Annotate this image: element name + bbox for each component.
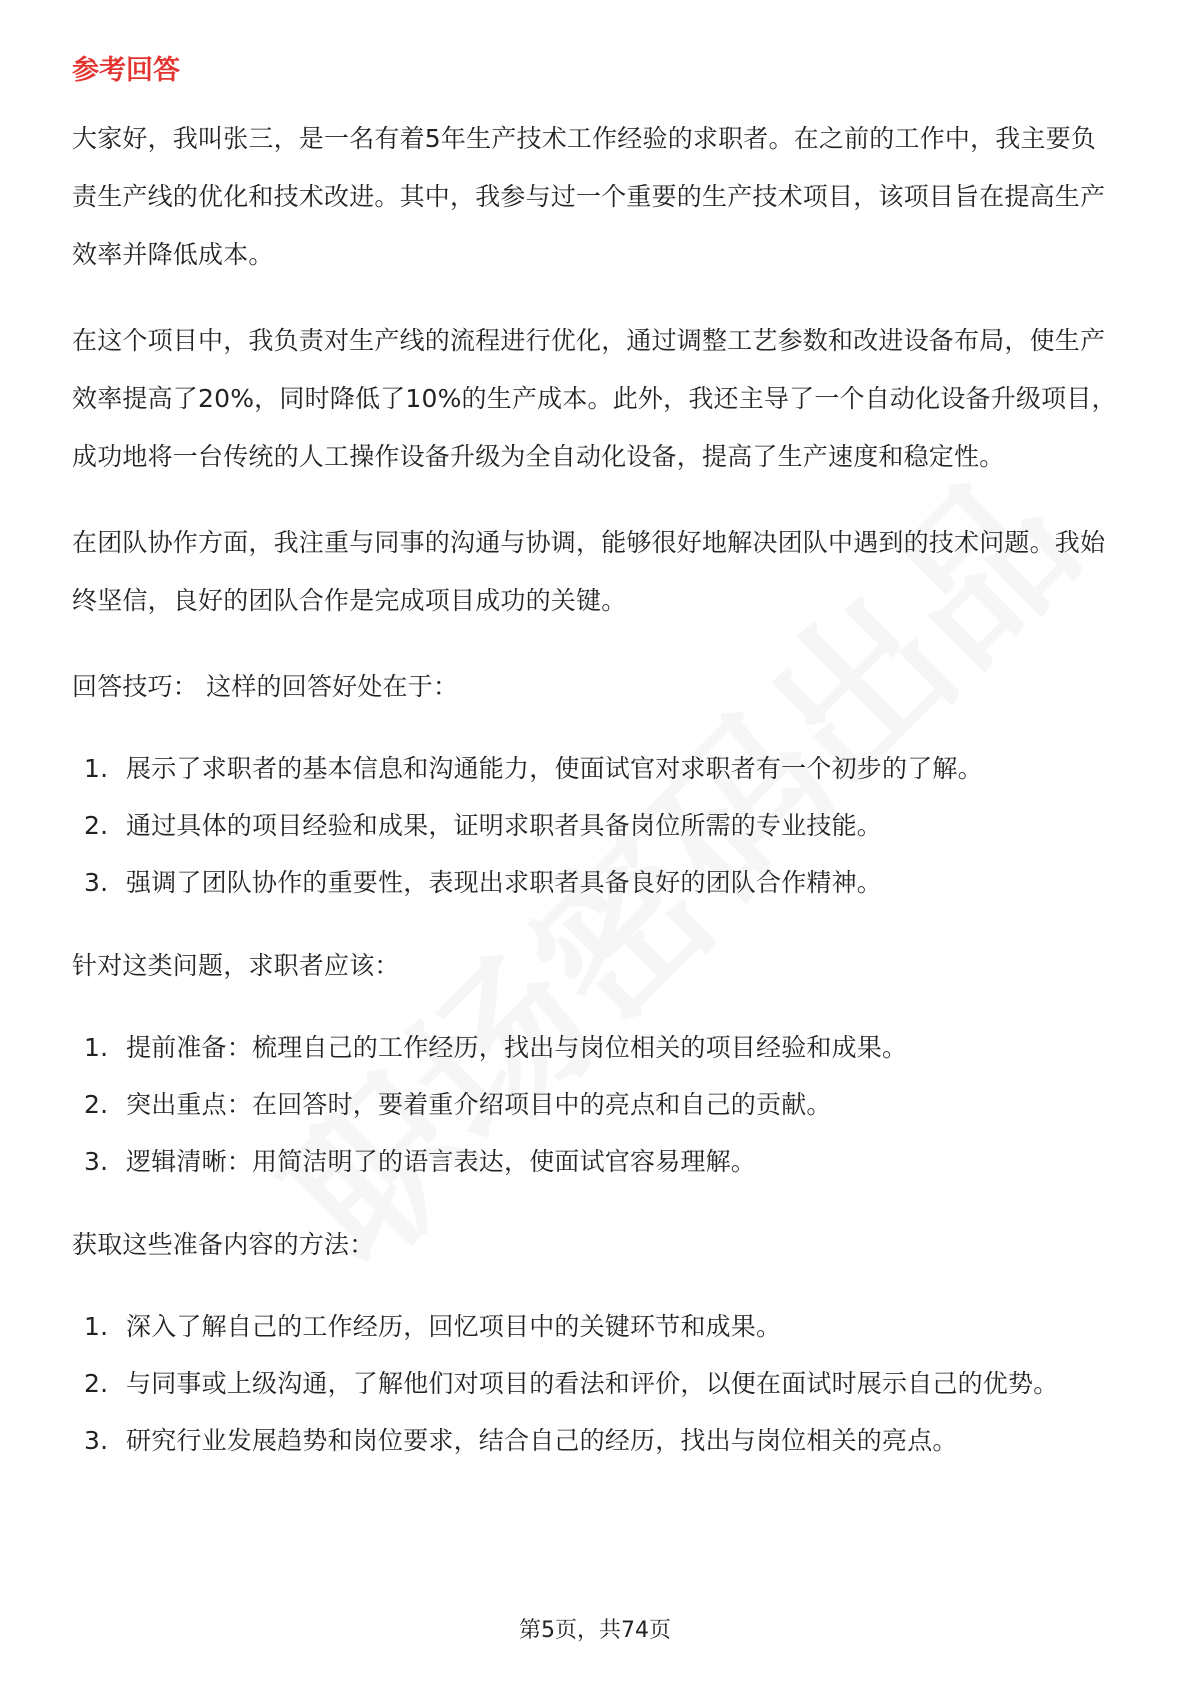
list-item: [72, 1019, 1118, 1076]
list-item-text: 研究行业发展趋势和岗位要求，结合自己的经历，找出与岗位相关的亮点。: [126, 1426, 958, 1455]
list-item: [72, 1298, 1118, 1355]
list-item-text: 深入了解自己的工作经历，回忆项目中的关键环节和成果。: [126, 1312, 782, 1341]
list-item: [72, 740, 1118, 797]
list-item-text: 与同事或上级沟通，了解他们对项目的看法和评价，以便在面试时展示自己的优势。: [126, 1369, 1059, 1398]
page-number-footer: 第5页，共74页: [519, 1618, 671, 1643]
list-number: 2.: [84, 811, 109, 840]
list-item: [72, 1355, 1118, 1412]
list-item-text: 逻辑清晰：用简洁明了的语言表达，使面试官容易理解。: [126, 1147, 757, 1176]
tips-label: 回答技巧： 这样的回答好处在于：: [72, 672, 459, 701]
advice-list: [72, 1019, 1118, 1190]
list-number: 2.: [84, 1090, 109, 1119]
intro-paragraph-1: 大家好，我叫张三，是一名有着5年生产技术工作经验的求职者。在之前的工作中，我主要负责生产线的优化和技术改进。其中，我参与过一个重要的生产技术项目，该项目旨在提高生产效率并降低成本。: [72, 124, 1106, 269]
list-number: 1.: [84, 754, 109, 783]
list-number: 3.: [84, 1147, 109, 1176]
list-number: 2.: [84, 1369, 109, 1398]
intro-paragraph-3: 在团队协作方面，我注重与同事的沟通与协调，能够很好地解决团队中遇到的技术问题。我始终坚信，良好的团队合作是完成项目成功的关键。: [72, 528, 1106, 615]
document-body: [72, 44, 1118, 1495]
list-item-text: 展示了求职者的基本信息和沟通能力，使面试官对求职者有一个初步的了解。: [126, 754, 983, 783]
list-item-text: 强调了团队协作的重要性，表现出求职者具备良好的团队合作精神。: [126, 868, 883, 897]
methods-list: [72, 1298, 1118, 1469]
intro-paragraph-2: 在这个项目中，我负责对生产线的流程进行优化，通过调整工艺参数和改进设备布局，使生产效率提高了20%，同时降低了10%的生产成本。此外，我还主导了一个自动化设备升级项目，成功地将一台传统的人工操作设备升级为全自动化设备，提高了生产速度和稳定性。: [72, 326, 1117, 471]
list-item: [72, 1076, 1118, 1133]
list-item-text: 提前准备：梳理自己的工作经历，找出与岗位相关的项目经验和成果。: [126, 1033, 908, 1062]
list-number: 3.: [84, 868, 109, 897]
list-item-text: 突出重点：在回答时，要着重介绍项目中的亮点和自己的贡献。: [126, 1090, 832, 1119]
list-number: 1.: [84, 1312, 109, 1341]
list-item: [72, 797, 1118, 854]
list-item: [72, 854, 1118, 911]
section-heading: 参考回答: [72, 55, 180, 86]
list-number: 1.: [84, 1033, 109, 1062]
list-item: [72, 1412, 1118, 1469]
tips-list: [72, 740, 1118, 911]
advice-label: 针对这类问题，求职者应该：: [72, 951, 400, 980]
list-item-text: 通过具体的项目经验和成果，证明求职者具备岗位所需的专业技能。: [126, 811, 883, 840]
list-item: [72, 1133, 1118, 1190]
list-number: 3.: [84, 1426, 109, 1455]
methods-label: 获取这些准备内容的方法：: [72, 1230, 375, 1259]
